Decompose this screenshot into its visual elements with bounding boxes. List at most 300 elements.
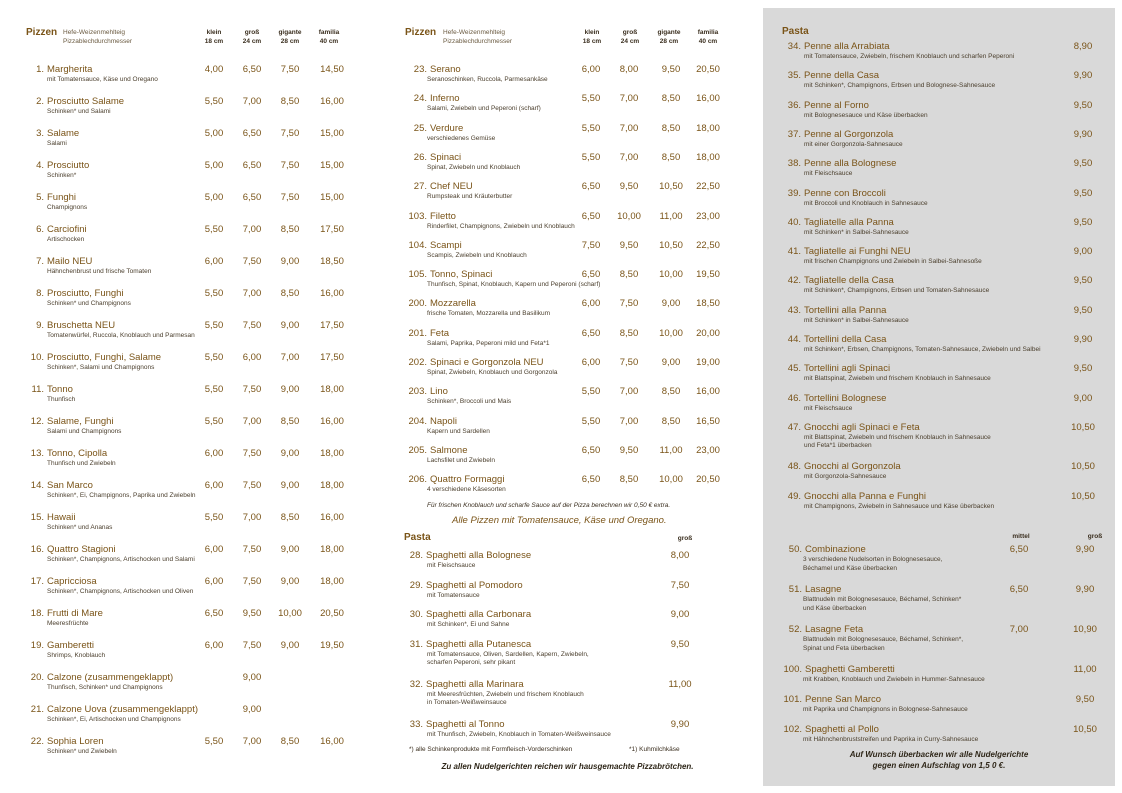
pasta-name-text: Penne San Marco xyxy=(805,694,882,705)
pizza-description: Shrimps, Knoblauch xyxy=(47,652,106,659)
pizza-item xyxy=(375,298,760,322)
pizza-number: 11. xyxy=(31,384,44,395)
pizza-number: 10. xyxy=(30,352,44,363)
pizza-name xyxy=(20,480,93,491)
pizza-price: 5,50 xyxy=(204,352,224,363)
pizza-price: 16,50 xyxy=(696,415,720,427)
pizza-name xyxy=(20,288,124,299)
pizza-number: 18. xyxy=(30,608,44,619)
pizza-price: 9,00 xyxy=(280,384,300,395)
size-name: klein xyxy=(584,29,600,36)
pizza-item xyxy=(0,384,375,408)
pasta-description xyxy=(804,112,928,121)
pizza-number: 200. xyxy=(408,298,427,310)
pizza-price: 7,00 xyxy=(619,151,639,163)
pasta-name xyxy=(783,334,886,345)
pasta-price: 9,50 xyxy=(1073,275,1093,287)
pasta-number: 49. xyxy=(787,490,801,502)
pasta-name-text: Spaghetti alla Marinara xyxy=(426,678,524,690)
pizza-price: 6,50 xyxy=(581,269,601,281)
pizza-price: 4,00 xyxy=(204,64,224,75)
pasta-description xyxy=(427,621,509,630)
pizza-price: 20,50 xyxy=(320,608,344,619)
pizza-price: 8,50 xyxy=(661,93,681,105)
pasta-price: 9,50 xyxy=(1073,99,1093,111)
pasta-description xyxy=(803,706,968,715)
pizza-item xyxy=(0,576,375,600)
pizza-price: 7,50 xyxy=(242,256,262,267)
pasta-name-text: Spaghetti al Tonno xyxy=(426,718,505,730)
pasta-name xyxy=(783,422,920,433)
pasta-description xyxy=(804,473,886,482)
pizza-header xyxy=(0,27,375,51)
pizza-description: Schinken* und Ananas xyxy=(47,524,113,531)
pizza-price: 8,50 xyxy=(661,386,681,398)
pizza-name xyxy=(20,160,89,171)
size-header-gross: groß xyxy=(1087,533,1103,540)
pizza-description: Schinken* und Salami xyxy=(47,108,111,115)
pizza-name-text: Lino xyxy=(430,386,448,398)
pasta-description-line: in Tomaten-Weißweinsauce xyxy=(427,699,507,706)
pizza-description: Schinken* und Champignons xyxy=(47,300,131,307)
pizza-price: 6,50 xyxy=(581,181,601,193)
pizza-number: 17. xyxy=(30,576,44,587)
pizza-item xyxy=(375,93,760,117)
pizza-description: Champignons xyxy=(47,204,88,211)
pasta-description xyxy=(804,141,903,150)
pasta-number: 100. xyxy=(783,664,802,675)
pasta-name xyxy=(783,158,896,169)
pasta-name xyxy=(783,275,894,286)
pizza-number: 9. xyxy=(36,320,44,331)
pasta-price: 9,50 xyxy=(670,638,690,650)
size-column-header xyxy=(194,28,234,46)
pasta-price: 9,50 xyxy=(1073,158,1093,170)
pasta-description-line: Spinat und Feta überbacken xyxy=(803,644,885,652)
pizza-price: 10,50 xyxy=(659,239,683,251)
pasta-name-text: Penne al Gorgonzola xyxy=(804,128,894,140)
pizza-item xyxy=(0,480,375,504)
size-name: klein xyxy=(206,29,222,36)
pasta-description xyxy=(804,346,1041,355)
pasta-description-line: mit Schinken*, Erbsen, Champignons, Tomaten-Sahnesauce, Zwiebeln und Salbei xyxy=(804,346,1041,353)
size-header-mittel: mittel xyxy=(1012,533,1030,540)
pizza-description: Schinken* und Zwiebeln xyxy=(47,748,117,755)
pizza-item xyxy=(0,640,375,664)
pasta-name-text: Lasagne xyxy=(805,584,842,595)
pasta-price: 9,90 xyxy=(1073,128,1093,140)
pizza-name-text: Capricciosa xyxy=(47,576,97,587)
pizza-number: 204. xyxy=(408,415,427,427)
pizza-price: 9,00 xyxy=(242,672,262,683)
pasta-name xyxy=(783,188,886,199)
pizza-item xyxy=(375,269,760,293)
pasta-price: 10,50 xyxy=(1071,461,1095,473)
pizza-number: 21. xyxy=(30,704,44,715)
pizza-price: 8,50 xyxy=(280,224,300,235)
pasta-description xyxy=(804,503,994,512)
pizza-price: 16,00 xyxy=(696,386,720,398)
size-diameter: 40 cm xyxy=(698,38,718,45)
pasta-number: 51. xyxy=(788,584,802,595)
pizza-number: 16. xyxy=(30,544,44,555)
pasta-description xyxy=(804,53,1014,62)
pizza-number: 23. xyxy=(413,64,427,75)
pizza-dough-info-line: Hefe-Weizenmehlteig xyxy=(63,29,126,36)
pizza-name xyxy=(20,544,116,555)
pasta-name xyxy=(780,724,879,735)
pasta-number: 41. xyxy=(787,246,801,258)
pizza-item xyxy=(375,445,760,469)
pasta-description-line: mit Schinken*, Champignons, Erbsen und Bolognese-Sahnesauce xyxy=(804,82,996,90)
size-column-header xyxy=(309,28,349,46)
pasta-number: 29. xyxy=(409,579,423,591)
pizza-price: 5,50 xyxy=(204,288,224,299)
pizza-price: 14,50 xyxy=(320,64,344,75)
pizza-item xyxy=(0,736,375,760)
pizza-column-left xyxy=(0,0,375,793)
pizza-price: 20,50 xyxy=(696,64,720,75)
pizza-price: 8,50 xyxy=(280,96,300,107)
pizza-price: 20,50 xyxy=(696,474,720,486)
pizza-description: Seranoschinken, Ruccola, Parmesankäse xyxy=(427,76,548,83)
pizza-price: 6,00 xyxy=(204,448,224,459)
pasta-name-text: Penne della Casa xyxy=(804,70,879,82)
size-column-header xyxy=(572,28,612,46)
pizza-item xyxy=(375,357,760,381)
ham-footnote: *) alle Schinkenprodukte mit Formfleisch-Vorderschinken xyxy=(409,746,573,753)
pizza-price: 7,50 xyxy=(619,298,639,310)
size-column-header xyxy=(688,28,728,46)
pizza-price: 6,50 xyxy=(581,474,601,486)
pizza-item xyxy=(0,160,375,184)
pizza-name-text: Filetto xyxy=(430,210,456,222)
pizza-name-text: Spinaci e Gorgonzola NEU xyxy=(430,357,544,368)
pizza-price: 7,00 xyxy=(242,288,262,299)
pasta-name xyxy=(783,305,886,316)
pasta-description-line: mit Fleischsauce xyxy=(804,404,853,412)
pizza-price: 15,00 xyxy=(320,160,344,171)
pizza-name-text: Bruschetta NEU xyxy=(47,320,116,331)
pizza-name-text: Prosciutto, Funghi xyxy=(47,288,124,299)
pasta-description-line: mit Schinken*, Champignons, Erbsen und Tomaten-Sahnesauce xyxy=(804,287,990,295)
pasta-number: 40. xyxy=(787,216,801,228)
pasta-number: 48. xyxy=(787,461,801,473)
pizza-price: 18,50 xyxy=(320,256,344,267)
pizza-price: 9,00 xyxy=(280,640,300,651)
pizza-description: 4 verschiedene Käsesorten xyxy=(427,486,506,494)
pasta-number: 32. xyxy=(409,678,423,690)
pizza-name xyxy=(397,357,544,368)
pizza-name-text: Mailo NEU xyxy=(47,256,93,267)
pizza-section-title: Pizzen xyxy=(405,27,437,38)
pizza-price: 6,00 xyxy=(204,480,224,491)
pizza-number: 25. xyxy=(413,122,427,134)
pasta-name-text: Spaghetti al Pomodoro xyxy=(426,579,523,591)
pasta-price: 9,50 xyxy=(1073,363,1093,375)
price-gross: 9,90 xyxy=(1075,584,1095,595)
pizza-price: 18,50 xyxy=(696,298,720,310)
pizza-name-text: Mozzarella xyxy=(430,298,476,310)
pizza-name xyxy=(397,328,449,339)
pasta-description xyxy=(427,592,480,601)
cheese-footnote: *1) Kuhmilchkäse xyxy=(629,746,680,753)
pasta-description xyxy=(804,200,928,209)
pizza-number: 105. xyxy=(408,269,427,281)
pasta-description xyxy=(804,405,852,414)
pasta-description-line: mit Krabben, Knoblauch und Zwiebeln in Hummer-Sahnesauce xyxy=(803,676,985,683)
pizza-description: Scampis, Zwiebeln und Knoblauch xyxy=(427,251,527,259)
pizza-price: 5,50 xyxy=(204,512,224,523)
pizza-description: Schinken*, Champignons, Artischocken und Oliven xyxy=(47,588,194,595)
pasta-description-line: mit Meeresfrüchten, Zwiebeln und frischem Knoblauch xyxy=(427,690,584,698)
pizza-price: 8,50 xyxy=(661,151,681,163)
price-gross: 9,50 xyxy=(1075,694,1095,705)
pasta-description xyxy=(803,556,942,573)
pizza-price: 7,50 xyxy=(280,160,300,171)
pizza-price: 7,00 xyxy=(242,736,262,747)
pizza-name-text: Funghi xyxy=(47,192,77,203)
pizza-name xyxy=(397,211,456,222)
overbake-note-line: gegen einen Aufschlag von 1,5 0 €. xyxy=(872,761,1006,770)
size-diameter: 28 cm xyxy=(280,38,300,45)
pasta-price: 9,00 xyxy=(1073,246,1093,258)
pizza-item xyxy=(0,256,375,280)
pizza-number: 104. xyxy=(408,239,427,251)
pizza-name xyxy=(397,152,461,163)
pizza-name-text: Prosciutto xyxy=(47,160,90,171)
pizza-price: 8,50 xyxy=(280,512,300,523)
pizza-name-text: Tonno, Spinaci xyxy=(430,269,493,281)
pizza-name-text: Sophia Loren xyxy=(47,736,104,747)
pizza-item xyxy=(0,352,375,376)
pizza-price: 17,50 xyxy=(320,352,344,363)
pizza-price: 5,00 xyxy=(204,192,224,203)
pizza-price: 18,00 xyxy=(320,448,344,459)
pizza-name xyxy=(20,608,103,619)
pizza-number: 201. xyxy=(408,327,427,339)
pizza-number: 206. xyxy=(408,474,427,486)
pizza-price: 6,00 xyxy=(204,544,224,555)
pizza-price: 9,50 xyxy=(619,239,639,251)
pasta-description-line: scharfen Peperoni, sehr pikant xyxy=(427,659,516,666)
pizza-number: 14. xyxy=(30,480,44,491)
pizza-description: Schinken* xyxy=(47,172,77,179)
pizza-name xyxy=(397,445,468,456)
pasta-name-text: Penne alla Bolognese xyxy=(804,158,897,170)
pizza-section-title: Pizzen xyxy=(26,27,58,38)
pizza-name-text: Carciofini xyxy=(47,224,87,235)
pasta-number: 31. xyxy=(409,638,423,650)
pizza-name-text: Salame xyxy=(47,128,80,139)
pasta-size-header: groß xyxy=(677,535,693,542)
pasta-description-line: mit einer Gorgonzola-Sahnesauce xyxy=(804,140,903,148)
pizza-name xyxy=(20,448,107,459)
pasta-price: 10,50 xyxy=(1071,421,1095,433)
pizza-price: 7,50 xyxy=(242,448,262,459)
pasta-price: 9,00 xyxy=(1073,392,1093,404)
pizza-price: 18,00 xyxy=(696,151,720,163)
pasta-name-text: Tagliatelle alla Panna xyxy=(804,216,894,228)
pizza-name xyxy=(397,93,460,104)
pasta-description-line: mit Gorgonzola-Sahnesauce xyxy=(804,473,887,481)
pasta-name xyxy=(783,393,886,404)
pizza-price: 6,00 xyxy=(204,640,224,651)
pizza-name xyxy=(397,298,476,309)
pasta-description-line: mit Thunfisch, Zwiebeln, Knoblauch in Tomaten-Weißweinsauce xyxy=(427,730,611,738)
pasta-name-text: Tagliatelle ai Funghi NEU xyxy=(804,246,911,258)
pizza-price: 10,00 xyxy=(659,327,683,339)
pizza-price: 16,00 xyxy=(320,288,344,299)
size-name: familia xyxy=(697,29,719,36)
pizza-description: Thunfisch und Zwiebeln xyxy=(47,460,116,467)
pizza-description: Tomatenwürfel, Ruccola, Knoblauch und Parmesan xyxy=(47,332,195,339)
pasta-description-line: mit Hähnchenbruststreifen und Paprika in Curry-Sahnesauce xyxy=(803,736,979,743)
pizza-price: 19,50 xyxy=(320,640,344,651)
pasta-description-line: mit Blattspinat, Zwiebeln und frischem Knoblauch in Sahnesauce xyxy=(804,433,991,441)
pizza-price: 9,00 xyxy=(280,448,300,459)
pizza-description: Hähnchenbrust und frische Tomaten xyxy=(47,268,152,275)
pasta-name-text: Combinazione xyxy=(805,544,866,555)
pizza-item xyxy=(0,192,375,216)
pizza-name xyxy=(20,352,161,363)
pizza-description: Rinderfilet, Champignons, Zwiebeln und Knoblauch xyxy=(427,222,575,230)
pizza-price: 9,00 xyxy=(242,704,262,715)
pizza-price: 7,50 xyxy=(280,128,300,139)
pizza-price: 6,50 xyxy=(581,327,601,339)
pizza-number: 203. xyxy=(408,386,427,398)
pizza-description: Thunfisch, Schinken* und Champignons xyxy=(47,684,163,691)
pizza-price: 5,50 xyxy=(204,736,224,747)
pizza-number: 3. xyxy=(36,128,44,139)
pizza-name xyxy=(20,320,115,331)
pizza-name xyxy=(20,192,76,203)
pizza-price: 11,00 xyxy=(659,210,683,222)
pizza-name xyxy=(397,240,462,251)
pizza-dough-info-line: Pizzablechdurchmesser xyxy=(443,38,513,45)
pizza-dough-info xyxy=(63,28,132,46)
pizza-description: Spinat, Zwiebeln und Knoblauch xyxy=(427,163,521,171)
pizza-name-text: Quattro Stagioni xyxy=(47,544,116,555)
pasta-description xyxy=(427,651,589,668)
pizza-pasta-column-middle xyxy=(375,0,760,793)
pizza-price: 5,50 xyxy=(581,93,601,105)
price-gross: 10,90 xyxy=(1073,624,1097,635)
garlic-extra-note: Für frischen Knoblauch und scharfe Sauce auf der Pizza berechnen wir 0,50 € extra. xyxy=(427,502,671,509)
pizza-price: 5,50 xyxy=(204,384,224,395)
pasta-name-text: Penne con Broccoli xyxy=(804,187,886,199)
pasta-description-line: mit Fleischsauce xyxy=(804,170,853,178)
pasta-name xyxy=(397,679,524,690)
pizza-name xyxy=(20,640,94,651)
pizza-description: Salami, Paprika, Peperoni mild und Feta*1 xyxy=(427,339,550,347)
pizza-description: Salami xyxy=(47,140,67,147)
pizza-price: 10,00 xyxy=(278,608,302,619)
pizza-price: 7,50 xyxy=(619,357,639,368)
pizza-number: 8. xyxy=(36,288,44,299)
pizza-price: 5,50 xyxy=(581,386,601,398)
pizza-price: 8,50 xyxy=(661,415,681,427)
pizza-price: 16,00 xyxy=(320,416,344,427)
pizza-number: 20. xyxy=(30,672,44,683)
pizza-price: 7,00 xyxy=(242,512,262,523)
pasta-number: 44. xyxy=(787,334,801,345)
pizza-price: 9,50 xyxy=(619,444,639,456)
pizza-item xyxy=(0,544,375,568)
pizza-price: 17,50 xyxy=(320,224,344,235)
pizza-number: 6. xyxy=(36,224,44,235)
pizza-name-text: Prosciutto Salame xyxy=(47,96,125,107)
pizza-price: 8,00 xyxy=(619,64,639,75)
pizza-price: 8,50 xyxy=(280,288,300,299)
pasta-name-text: Tortellini della Casa xyxy=(804,334,887,345)
pasta-price: 9,90 xyxy=(670,718,690,730)
pasta-name xyxy=(780,544,866,555)
pizza-price: 15,00 xyxy=(320,128,344,139)
pizza-price: 9,00 xyxy=(280,320,300,331)
size-name: gigante xyxy=(278,29,302,36)
pasta-description-line: mit Fleischsauce xyxy=(427,562,476,569)
pizza-name xyxy=(397,474,504,485)
pizza-price: 17,50 xyxy=(320,320,344,331)
pizza-name xyxy=(20,96,124,107)
pasta-number: 101. xyxy=(783,694,802,705)
pizza-name-text: San Marco xyxy=(47,480,93,491)
pizza-item xyxy=(375,386,760,410)
pizza-name xyxy=(20,672,173,683)
pizza-number: 4. xyxy=(36,160,44,171)
pizza-item xyxy=(375,328,760,352)
pizza-name-text: Spinaci xyxy=(430,151,462,163)
pizza-price: 10,00 xyxy=(659,269,683,281)
pasta-description xyxy=(427,562,475,571)
pizza-number: 27. xyxy=(413,181,427,193)
pizza-description: Thunfisch, Spinat, Knoblauch, Kapern und Peperoni (scharf) xyxy=(427,281,601,289)
pasta-description-line: mit Blattspinat, Zwiebeln und frischem Knoblauch in Sahnesauce xyxy=(804,375,991,383)
pizza-number: 13. xyxy=(30,448,44,459)
size-name: groß xyxy=(244,29,260,36)
pizza-item xyxy=(0,704,375,728)
pasta-number: 37. xyxy=(787,128,801,140)
pizza-price: 5,50 xyxy=(204,416,224,427)
pizza-price: 6,50 xyxy=(242,128,262,139)
pizza-item xyxy=(0,320,375,344)
pizza-price: 6,00 xyxy=(581,357,601,368)
pizza-price: 5,50 xyxy=(204,224,224,235)
pasta-name-text: Spaghetti alla Carbonara xyxy=(426,609,532,620)
pasta-description xyxy=(804,170,852,179)
pasta-name-text: Tagliatelle della Casa xyxy=(804,275,894,287)
pasta-description-line: Blattnudeln mit Bolognesesauce, Béchamel, Schinken* xyxy=(803,596,962,603)
pasta-price: 9,00 xyxy=(670,609,690,620)
size-name: gigante xyxy=(657,29,681,36)
pizza-price: 5,50 xyxy=(204,320,224,331)
pizza-name xyxy=(20,416,114,427)
pizza-item xyxy=(375,181,760,205)
pizza-price: 22,50 xyxy=(696,239,720,251)
pasta-description-line: mit frischen Champignons und Zwiebeln in Salbei-Sahnesoße xyxy=(804,258,982,266)
pasta-description xyxy=(427,731,611,740)
pasta-name-text: Penne al Forno xyxy=(804,99,869,111)
pasta-name-text: Gnocchi alla Panna e Funghi xyxy=(804,490,926,502)
pasta-description xyxy=(804,434,991,451)
pasta-number: 50. xyxy=(788,544,802,555)
pasta-number: 33. xyxy=(409,718,423,730)
overbake-note-line: Auf Wunsch überbacken wir alle Nudelgerichte xyxy=(849,750,1029,759)
pasta-name xyxy=(783,363,890,374)
pizza-price: 6,00 xyxy=(581,64,601,75)
pizza-price: 7,50 xyxy=(581,239,601,251)
